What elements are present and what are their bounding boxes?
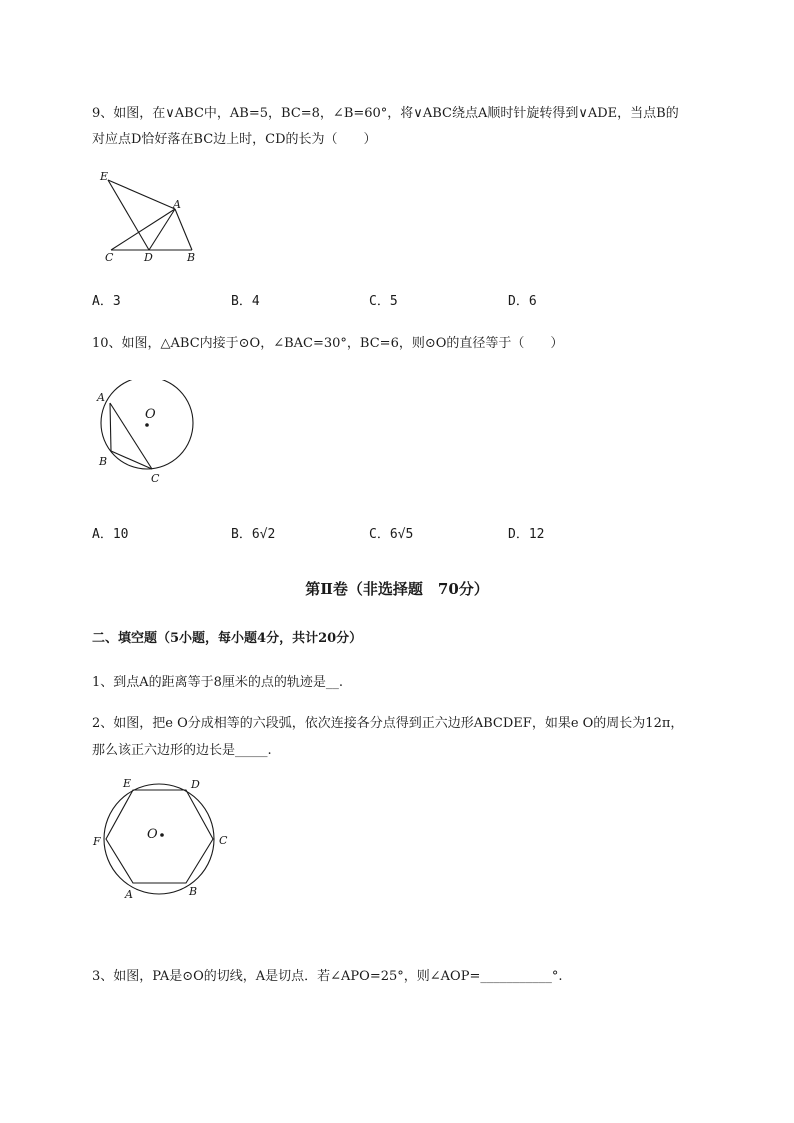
q10-option-b: B．6√2 xyxy=(231,527,276,542)
q9-seg-ED xyxy=(108,180,149,250)
q9-label-B: B xyxy=(187,251,196,264)
q10-figure xyxy=(90,380,210,490)
q9-stem-line2: 对应点D恰好落在BC边上时，CD的长为（ ） xyxy=(92,132,377,147)
q9-seg-DA xyxy=(149,209,175,250)
q10-label-B: B xyxy=(99,455,108,468)
fill-q2-label-F: F xyxy=(93,835,101,848)
q10-center-dot xyxy=(145,423,149,427)
q10-label-C: C xyxy=(151,472,160,485)
q10-option-d: D．12 xyxy=(508,527,545,542)
fill-q2-label-B: B xyxy=(189,885,198,898)
fill-q3: 3、如图，PA是⊙O的切线，A是切点．若∠APO=25°，则∠AOP=___________°. xyxy=(92,969,563,984)
q10-stem: 10、如图，△ABC内接于⊙O，∠BAC=30°，BC=6，则⊙O的直径等于（ ） xyxy=(92,336,564,351)
q9-option-c: C．5 xyxy=(369,294,398,309)
q10-option-c: C．6√5 xyxy=(369,527,414,542)
q9-figure xyxy=(96,168,206,268)
q9-label-E: E xyxy=(100,170,109,183)
q10-label-A: A xyxy=(97,391,105,404)
fill-q2-label-D: D xyxy=(191,778,200,791)
part2-title: 第Ⅱ卷（非选择题 70分） xyxy=(305,580,489,598)
q9-option-b: B．4 xyxy=(231,294,260,309)
q9-label-A: A xyxy=(173,198,181,211)
fill-section-heading: 二、填空题（5小题，每小题4分，共计20分） xyxy=(92,631,363,646)
q10-option-a: A．10 xyxy=(92,527,129,542)
fill-q2-label-O: O xyxy=(147,827,158,842)
q9-seg-CA xyxy=(111,209,175,250)
fill-q2-center-dot xyxy=(160,833,164,837)
fill-q2-hexagon xyxy=(106,790,213,883)
q9-stem-line1: 9、如图，在∨ABC中，AB=5，BC=8，∠B=60°，将∨ABC绕点A顺时针旋转得到∨ADE，当点B的 xyxy=(92,106,679,121)
q9-label-C: C xyxy=(105,251,114,264)
q9-option-a: A．3 xyxy=(92,294,121,309)
q9-label-D: D xyxy=(144,251,153,264)
fill-q2-label-E: E xyxy=(123,777,132,790)
q10-seg-AB xyxy=(110,403,111,451)
q9-seg-EA xyxy=(108,180,175,209)
fill-q2-line1: 2、如图，把e O分成相等的六段弧，依次连接各分点得到正六边形ABCDEF，如果e O的周长为12π， xyxy=(92,716,684,731)
fill-q2-label-A: A xyxy=(125,888,133,901)
fill-q2-label-C: C xyxy=(219,834,228,847)
q9-option-d: D．6 xyxy=(508,294,537,309)
fill-q2-line2: 那么该正六边形的边长是_____. xyxy=(92,743,272,758)
q10-label-O: O xyxy=(145,407,156,422)
fill-q2-circle xyxy=(104,784,214,894)
fill-q2-figure xyxy=(90,772,230,902)
q9-seg-BA xyxy=(175,209,192,250)
fill-q1: 1、到点A的距离等于8厘米的点的轨迹是__. xyxy=(92,675,344,690)
